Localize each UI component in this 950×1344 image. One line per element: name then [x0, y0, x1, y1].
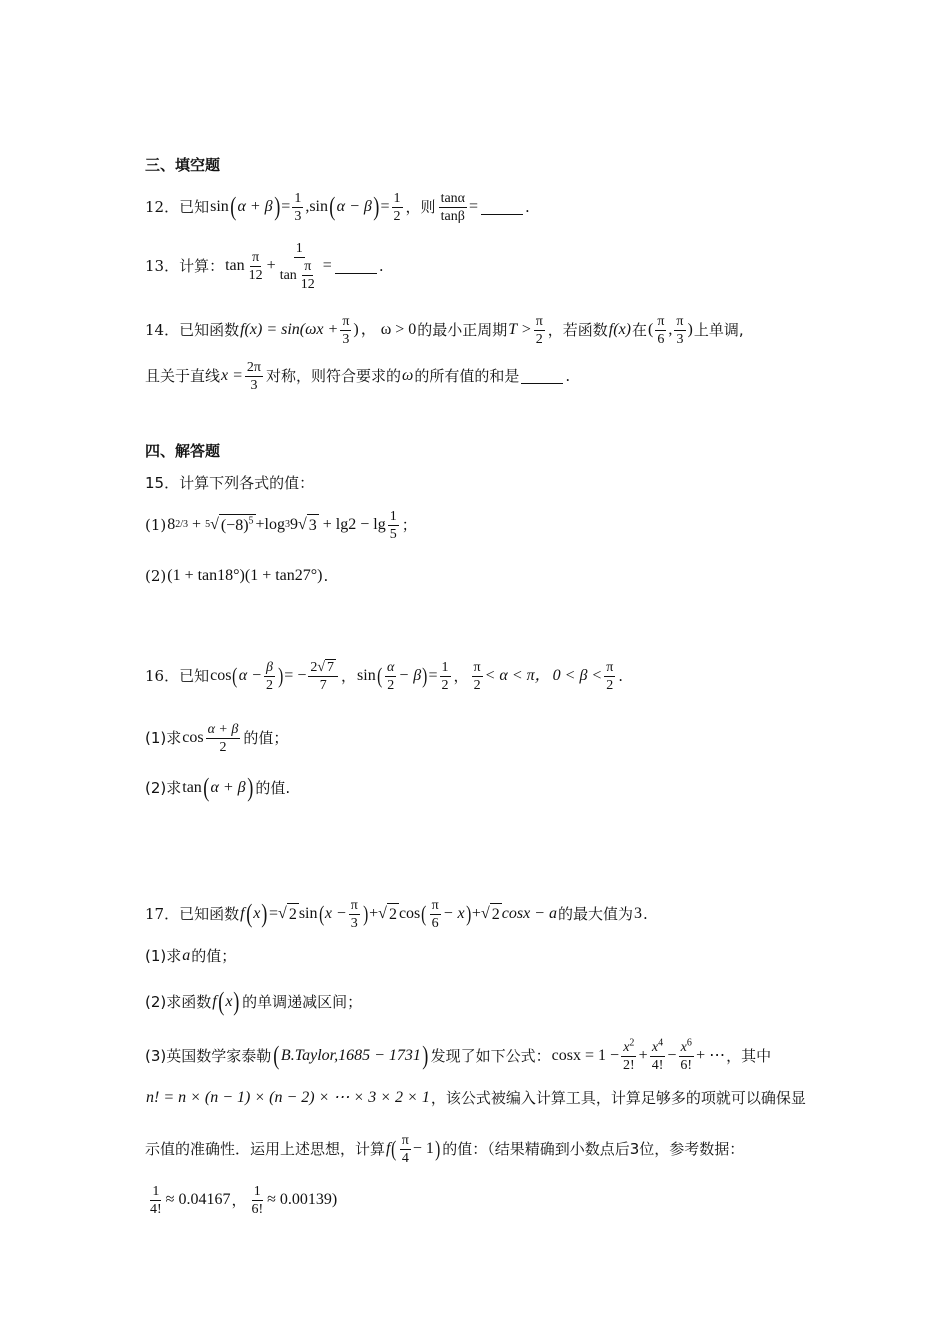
question-16-part-1: (1)求 cos $\frac{\alpha + \beta}{2}$ 的值； [145, 721, 289, 755]
q14-interval: ( $\frac{\pi}{6}$ , $\frac{\pi}{3}$ ) [648, 313, 693, 347]
section-3-heading [145, 154, 820, 176]
q12-prefix: 已知 [179, 198, 210, 216]
question-17-part-3-line-3: 示值的准确性．运用上述思想，计算 f ( $\frac{\pi}{4}$ − 1 ) 的值：（结果精确到小数点后3位，参考数据： [145, 1132, 745, 1166]
q16-number: 16． [145, 667, 180, 685]
q12-eq2: = [380, 198, 390, 215]
question-16-part-2: (2)求 tan ( α + β ) 的值. [145, 773, 291, 802]
question-15-intro [145, 472, 820, 494]
q12-arg2: α − β [336, 198, 372, 215]
q14-in-text: 在 [632, 321, 648, 339]
q12-number: 12． [145, 198, 180, 216]
q15-p2-label: (2) [145, 567, 167, 585]
question-14-line-1: 14． 已知函数 f(x) = sin(ωx + $\frac{\pi}{3}$ ) ， ω > 0 的最小正周期 T > $\frac{\pi}{2}$ ，若函数 f(x) 在 ( $\frac{\pi}{6}$ , $\frac{\pi}{3}$ ) 上单调, [145, 313, 744, 347]
q14-line2-prefix: 且关于直线 [145, 367, 221, 385]
q12-formula: sin ( α + β ) = $\frac{1}{3}$ , sin ( α − β ) = $\frac{1}{2}$ [210, 190, 401, 224]
q13-prefix: 计算： [179, 257, 225, 275]
q14-cond: ， ω > 0 [360, 321, 417, 338]
question-14-line-2: 且关于直线 x = $\frac{2\pi}{3}$ 对称，则符合要求的 ω 的所有值的和是 . [145, 359, 571, 393]
q15-p1-label: (1) [145, 516, 167, 534]
question-17: 17． 已知函数 f ( x ) = √ 2 sin ( x − $\frac{\pi}{3}$ ) + √ 2 cos ( $\frac{\pi}{6}$ − x ) + √ 2 cosx − a 的最大值为 3 . [145, 897, 648, 931]
q16-cond-2: 0 < β < $\frac{\pi}{2}$ [552, 659, 614, 693]
q14-line2-suffix: 对称，则符合要求的 [266, 367, 402, 385]
q14-number: 14． [145, 321, 180, 339]
q15-p2-expr: (1 + tan18°)(1 + tan27°) [167, 567, 323, 584]
q12-then: ，则 [405, 198, 436, 216]
q14-period-text: 的最小正周期 [417, 321, 508, 339]
q14-func: f(x) = sin(ωx + $\frac{\pi}{3}$ ) [240, 313, 359, 347]
question-12 [145, 187, 820, 227]
q13-end: . [378, 257, 384, 275]
question-15-part-2: (2) (1 + tan18°)(1 + tan27°) . [145, 567, 329, 585]
q14-period: T > $\frac{\pi}{2}$ [508, 313, 543, 347]
question-17-part-3-line-2: n! = n × (n − 1) × (n − 2) × ⋯ × 3 × 2 × 1 ，该公式被编入计算工具，计算足够多的项就可以确保显 [146, 1089, 806, 1107]
question-16: 16． 已知 cos ( α − $\frac{\beta}{2}$ ) = − $\frac{2√ 7}{7}$ ， sin ( $\frac{\alpha}{2}$ − β ) = $\frac{1}{2}$ ， $\frac{\pi}{2}$ < α < π， 0 < β < $\frac{\pi}{2}$ . [145, 659, 624, 693]
q15-intro: 15．计算下列各式的值： [145, 474, 315, 492]
q12-sin2: sin [309, 198, 328, 215]
q17-formula: f ( x ) = √ 2 sin ( x − $\frac{\pi}{3}$ ) + √ 2 cos ( $\frac{\pi}{6}$ − x ) + √ 2 cosx − a [240, 897, 557, 931]
q12-arg1: α + β [237, 198, 273, 215]
question-17-reference-data: $\frac{1}{4!}$ ≈ 0.04167 ， $\frac{1}{6!}$ ≈ 0.00139) [150, 1183, 338, 1217]
q12-end: . [525, 198, 530, 216]
q14-if-text: ，若函数 [547, 321, 608, 339]
q14-prefix: 已知函数 [179, 321, 240, 339]
q12-answer-blank [481, 200, 523, 215]
q12-sin1: sin [210, 198, 229, 215]
q14-line-eq: x = $\frac{2\pi}{3}$ [221, 359, 261, 393]
q16-formula-1: cos ( α − $\frac{\beta}{2}$ ) = − $\frac{2√ 7}{7}$ [210, 659, 340, 694]
q12-ratio: $\frac{\tan\alpha}{\tan\beta}$ = [440, 190, 479, 224]
q12-frac1: $\frac{1}{3}$ [294, 190, 302, 224]
question-17-part-3-line-1: (3)英国数学家泰勒 ( B.Taylor,1685 − 1731 ) 发现了如下公式： cosx = 1 − $\frac{x^2}{2!}$ + $\frac{x^4}{4!}$ − $\frac{x^6}{6!}$ + ⋯ ，其中 [145, 1036, 772, 1073]
section-3-title: 三、填空题 [145, 156, 221, 174]
q16-formula-2: sin ( $\frac{\alpha}{2}$ − β ) = $\frac{1}{2}$ [357, 659, 449, 693]
q14-line2-end: 的所有值的和是 [414, 367, 520, 385]
q17-taylor-formula: cosx = 1 − $\frac{x^2}{2!}$ + $\frac{x^4}{4!}$ − $\frac{x^6}{6!}$ + ⋯ [551, 1036, 726, 1073]
q12-frac2: $\frac{1}{2}$ [393, 190, 401, 224]
q13-answer-blank [335, 259, 377, 274]
question-17-part-1: (1)求 a 的值； [145, 947, 237, 965]
section-4-heading [145, 440, 820, 462]
question-13 [145, 238, 820, 294]
q12-eq1: = [281, 198, 291, 215]
question-15-part-1: (1) 8 2/3 + 5 √ $(-8)^5$ +log 3 9 √ 3 + lg2 − lg $\frac{1}{5}$ ； [145, 508, 417, 542]
q12-comma: , [305, 198, 310, 215]
q14-mono-text: 上单调, [693, 321, 744, 339]
q13-number: 13． [145, 257, 180, 275]
question-17-part-2: (2)求函数 f ( x ) 的单调递减区间； [145, 987, 363, 1016]
section-4-title: 四、解答题 [145, 442, 221, 460]
q14-answer-blank [521, 369, 563, 384]
q17-number: 17． [145, 905, 180, 923]
q15-p1-formula: 8 2/3 + 5 √ $(-8)^5$ +log 3 9 √ 3 + lg2 − lg $\frac{1}{5}$ [167, 508, 397, 542]
q13-formula: tan $\frac{\pi}{12}$ + 1 tan $\frac{\pi}{12}$ = [225, 240, 332, 292]
q16-cond-1: $\frac{\pi}{2}$ < α < π， [473, 659, 551, 693]
